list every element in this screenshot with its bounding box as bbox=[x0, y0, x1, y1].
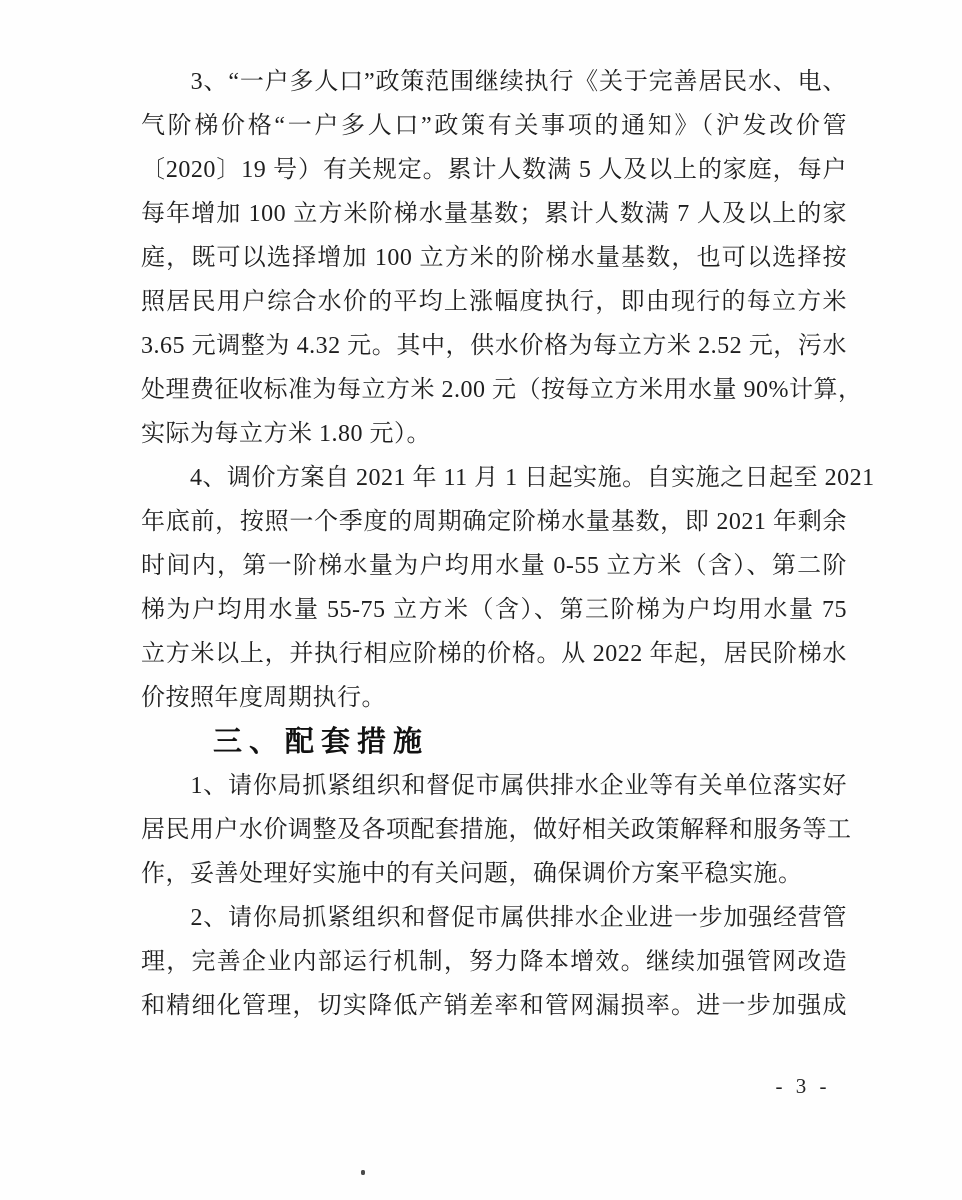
text-line: 三、配套措施 bbox=[141, 726, 430, 758]
paragraph-measure-1 bbox=[141, 764, 852, 896]
text-line: 价按照年度周期执行。 bbox=[141, 685, 386, 711]
page-number: - 3 - bbox=[775, 1074, 831, 1098]
text-line: 梯为户均用水量 55-75 立方米（含）、第三阶梯为户均用水量 75 bbox=[141, 597, 847, 623]
paragraph-policy-item-3 bbox=[141, 60, 863, 456]
text-line: 1、请你局抓紧组织和督促市属供排水企业等有关单位落实好 bbox=[141, 773, 847, 799]
paragraph-policy-item-4 bbox=[141, 456, 875, 720]
text-line: 和精细化管理，切实降低产销差率和管网漏损率。进一步加强成 bbox=[141, 993, 847, 1019]
text-line: 庭，既可以选择增加 100 立方米的阶梯水量基数，也可以选择按 bbox=[141, 245, 847, 271]
text-line: 2、请你局抓紧组织和督促市属供排水企业进一步加强经营管 bbox=[141, 905, 847, 931]
text-line: 每年增加 100 立方米阶梯水量基数；累计人数满 7 人及以上的家 bbox=[141, 201, 847, 227]
text-line: 立方米以上，并执行相应阶梯的价格。从 2022 年起，居民阶梯水 bbox=[141, 641, 847, 667]
text-line: 年底前，按照一个季度的周期确定阶梯水量基数，即 2021 年剩余 bbox=[141, 509, 847, 535]
scan-speck bbox=[361, 1170, 365, 1175]
text-line: 照居民用户综合水价的平均上涨幅度执行，即由现行的每立方米 bbox=[141, 289, 847, 315]
text-line: 理，完善企业内部运行机制，努力降本增效。继续加强管网改造 bbox=[141, 949, 847, 975]
text-line: 实际为每立方米 1.80 元）。 bbox=[141, 421, 431, 447]
text-line: 居民用户水价调整及各项配套措施，做好相关政策解释和服务等工 bbox=[141, 817, 852, 843]
text-line: 时间内，第一阶梯水量为户均用水量 0-55 立方米（含）、第二阶 bbox=[141, 553, 847, 579]
text-line: 3、“一户多人口”政策范围继续执行《关于完善居民水、电、 bbox=[141, 69, 847, 95]
text-line: 作，妥善处理好实施中的有关问题，确保调价方案平稳实施。 bbox=[141, 861, 803, 887]
text-line: 〔2020〕19 号）有关规定。累计人数满 5 人及以上的家庭，每户 bbox=[141, 157, 847, 183]
text-line: 处理费征收标准为每立方米 2.00 元（按每立方米用水量 90%计算， bbox=[141, 377, 863, 403]
text-line: 3.65 元调整为 4.32 元。其中，供水价格为每立方米 2.52 元，污水 bbox=[141, 333, 847, 359]
text-line: 气阶梯价格“一户多人口”政策有关事项的通知》（沪发改价管 bbox=[141, 113, 847, 139]
document-body bbox=[141, 60, 875, 1028]
section-heading-supporting-measures bbox=[141, 720, 847, 764]
text-line: 4、调价方案自 2021 年 11 月 1 日起实施。自实施之日起至 2021 bbox=[141, 465, 875, 491]
paragraph-measure-2 bbox=[141, 896, 847, 1028]
